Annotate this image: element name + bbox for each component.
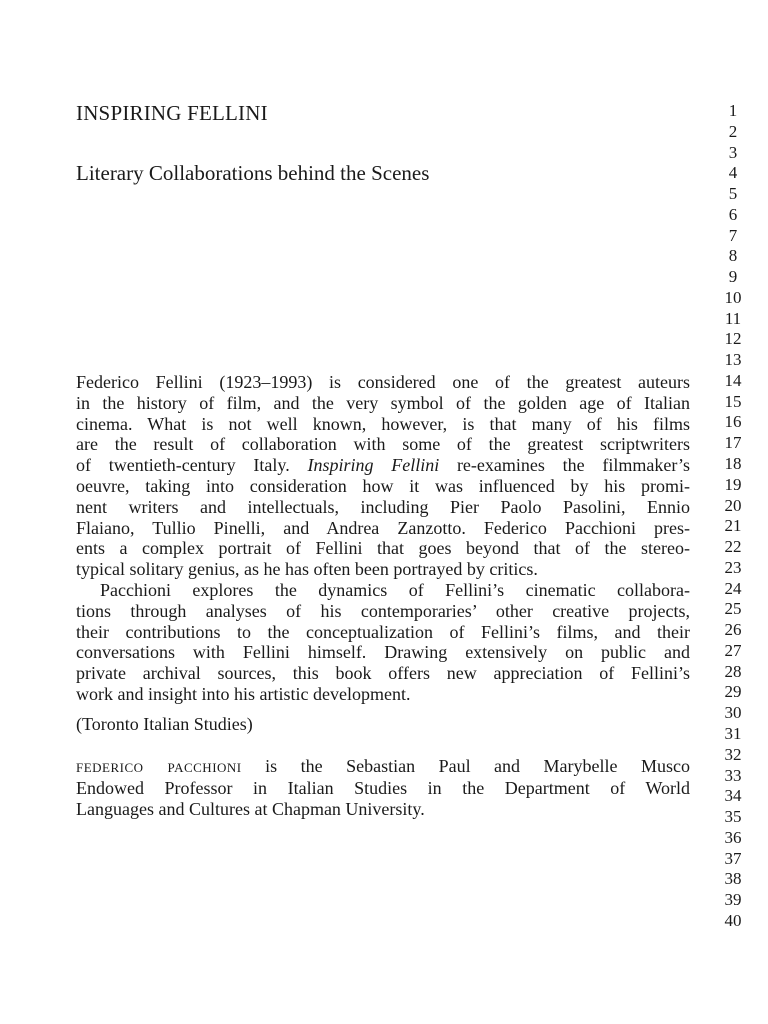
text-segment: of twentieth-century Italy. — [76, 455, 290, 476]
line-number: 3 — [728, 142, 738, 162]
line-number: 9 — [728, 267, 738, 287]
author-name: federico pacchioni — [76, 756, 242, 776]
text-segment: re-examines the filmmaker’s — [439, 455, 690, 476]
line-number: 30 — [724, 703, 742, 723]
line-number: 39 — [724, 890, 742, 910]
line-number: 14 — [724, 370, 742, 390]
line-number: 20 — [724, 495, 742, 515]
text-line: Endowed Professor in Italian Studies in the Department of World — [76, 777, 690, 798]
text-line: tions through analyses of his contemporaries’ other creative projects, — [76, 600, 690, 621]
line-number: 21 — [724, 516, 742, 536]
line-number: 32 — [724, 744, 742, 764]
text-line: ents a complex portrait of Fellini that goes beyond that of the stereo- — [76, 538, 690, 559]
blurb-text — [76, 372, 690, 705]
text-line: Federico Fellini (1923–1993) is considered one of the greatest auteurs — [76, 372, 690, 392]
line-number: 12 — [724, 329, 742, 349]
line-number: 8 — [728, 246, 738, 266]
line-number-column — [700, 101, 766, 932]
text-line: cinema. What is not well known, however, is that many of his films — [76, 413, 690, 434]
line-number: 28 — [724, 661, 742, 681]
text-line: work and insight into his artistic development. — [76, 683, 411, 704]
line-number: 29 — [724, 682, 742, 702]
book-title: INSPIRING FELLINI — [76, 101, 268, 125]
line-number: 10 — [724, 287, 742, 307]
line-number: 25 — [724, 599, 742, 619]
text-line: Languages and Cultures at Chapman University. — [76, 799, 425, 819]
text-line: are the result of collaboration with some of the greatest scriptwriters — [76, 434, 690, 455]
line-number: 34 — [724, 786, 742, 806]
blurb-paragraph-2 — [76, 580, 690, 705]
line-number: 27 — [724, 640, 742, 660]
line-number: 19 — [724, 474, 742, 494]
text-line: Flaiano, Tullio Pinelli, and Andrea Zanzotto. Federico Pacchioni pres- — [76, 517, 690, 538]
line-number: 26 — [724, 620, 742, 640]
line-number: 23 — [724, 557, 742, 577]
line-number: 13 — [724, 350, 742, 370]
line-number: 11 — [724, 308, 742, 328]
line-number: 5 — [728, 184, 738, 204]
author-bio — [76, 756, 690, 821]
italic-book-title: Inspiring Fellini — [307, 455, 440, 476]
line-number: 1 — [728, 101, 738, 120]
text-line — [76, 455, 690, 476]
text-line — [76, 756, 690, 778]
text-line: nent writers and intellectuals, including Pier Paolo Pasolini, Ennio — [76, 496, 690, 517]
line-number: 33 — [724, 765, 742, 785]
line-number: 36 — [724, 827, 742, 847]
line-number: 17 — [724, 433, 742, 453]
text-line: Pacchioni explores the dynamics of Fellini’s cinematic collabora- — [100, 579, 690, 600]
line-number: 16 — [724, 412, 742, 432]
line-number: 38 — [724, 869, 742, 889]
text-line: typical solitary genius, as he has often been portrayed by critics. — [76, 559, 538, 580]
series-name: (Toronto Italian Studies) — [76, 714, 253, 734]
text-line: private archival sources, this book offers new appreciation of Fellini’s — [76, 663, 690, 684]
line-number: 22 — [724, 537, 742, 557]
line-number: 6 — [728, 204, 738, 224]
line-number: 35 — [724, 807, 742, 827]
text-segment: is the Sebastian Paul and Marybelle Musco — [241, 756, 690, 776]
text-line: in the history of film, and the very symbol of the golden age of Italian — [76, 392, 690, 413]
blurb-paragraph-1 — [76, 372, 690, 580]
line-number: 15 — [724, 391, 742, 411]
line-number: 18 — [724, 454, 742, 474]
line-number: 31 — [724, 723, 742, 743]
text-line: oeuvre, taking into consideration how it was influenced by his promi- — [76, 475, 690, 496]
line-number: 24 — [724, 578, 742, 598]
line-number: 40 — [724, 910, 742, 930]
text-line: their contributions to the conceptualization of Fellini’s films, and their — [76, 621, 690, 642]
line-number: 4 — [728, 163, 738, 183]
text-line: conversations with Fellini himself. Drawing extensively on public and — [76, 642, 690, 663]
line-number: 37 — [724, 848, 742, 868]
book-subtitle: Literary Collaborations behind the Scenes — [76, 161, 430, 185]
line-number: 2 — [728, 121, 738, 141]
line-number: 7 — [728, 225, 738, 245]
